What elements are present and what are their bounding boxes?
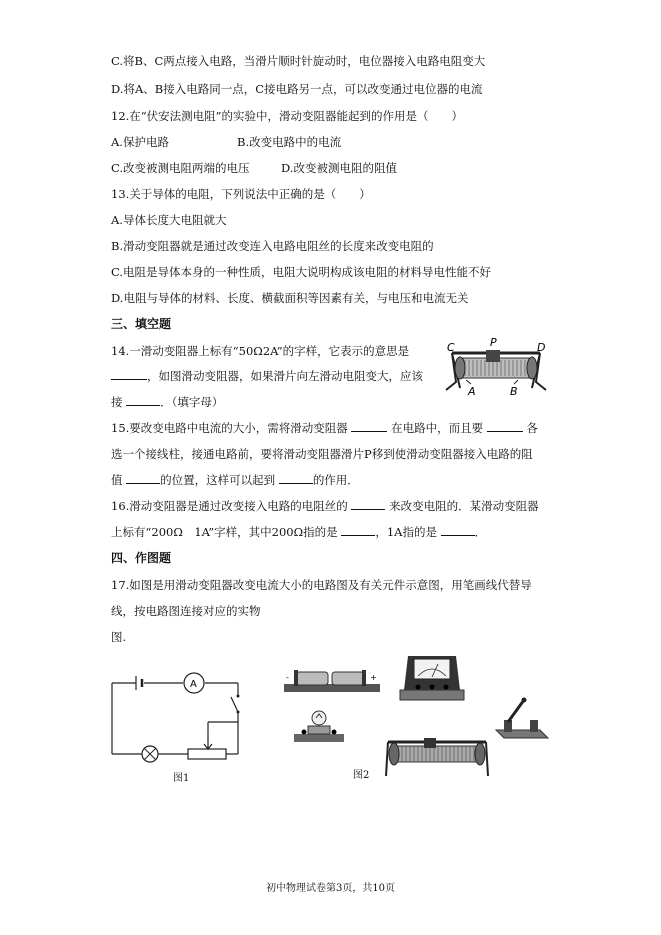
q16-line2-text-a: 上标有“200Ω 1A”字样，其中200Ω指的是 [111,525,338,539]
q14-line3 [111,394,223,410]
figure-2-caption: 图2 [353,770,370,781]
q16-line2-text-c: ． [474,525,487,539]
q12-option-a: A.保护电路 [111,135,169,149]
figure-1-caption: 图1 [173,773,190,784]
terminal-label-d: D [537,341,546,354]
q17-line3: 图. [111,630,127,644]
answer-blank[interactable] [441,524,475,536]
rheostat-body [446,350,546,390]
knife-switch-image [496,698,548,739]
q15-line1-text-c: 各 [526,421,538,435]
q16-line1-text-b: 来改变电阻的．某滑动变阻器 [389,499,539,513]
circuit-diagram [108,668,248,783]
ammeter-symbol [184,673,204,693]
q17-line2: 线，按电路图连接对应的实物 [111,604,261,618]
q16-line2 [111,524,486,540]
rheostat-symbol [188,740,226,759]
answer-blank[interactable] [341,524,375,536]
answer-blank[interactable] [351,498,385,510]
q15-line1 [111,420,538,436]
section-4-heading: 四、作图题 [111,551,172,565]
q11-option-d: D.将A、B接入电路同一点，C接电路另一点，可以改变通过电位器的电流 [111,82,483,96]
q15-line3-text-c: 的作用． [312,473,359,487]
q11-option-c: C.将B、C两点接入电路，当滑片顺时针旋动时，电位器接入电路电阻变大 [111,54,486,68]
q13-option-c: C.电阻是导体本身的一种性质，电阻大说明构成该电阻的材料导电性能不好 [111,265,492,279]
q16-line1 [111,498,539,514]
lamp-symbol [142,746,158,762]
q13-option-a: A.导体长度大电阻就大 [111,213,227,227]
q14-line2-text: ，如图滑动变阻器，如果滑片向左滑动电阻变大，应该 [147,369,423,383]
terminal-label-a: A [468,385,476,396]
answer-blank[interactable] [126,472,160,484]
q13-stem: 13.关于导体的电阻，下列说法中正确的是（ ） [111,187,371,201]
terminal-label-b: B [510,385,518,396]
switch-symbol [231,695,240,714]
q15-line3-text-a: 值 [111,473,123,487]
q16-line1-text-a: 16.滑动变阻器是通过改变接入电路的电阻丝的 [111,499,348,513]
components-figure [278,650,558,790]
q15-line1-text-b: 在电路中，而且要 [391,421,484,435]
q14-line2 [111,368,423,384]
answer-blank[interactable] [126,394,160,406]
q16-line2-text-b: ，1A指的是 [375,525,437,539]
q13-option-d: D.电阻与导体的材料、长度、横截面积等因素有关，与电压和电流无关 [111,291,469,305]
q13-option-b: B.滑动变阻器就是通过改变连入电路电阻丝的长度来改变电阻的 [111,239,434,253]
answer-blank[interactable] [279,472,313,484]
svg-text:-: - [286,673,289,682]
section-3-heading: 三、填空题 [111,317,172,331]
q15-line2: 选一个接线柱，接通电路前，要将滑动变阻器滑片P移到使滑动变阻器接入电路的阻 [111,447,533,461]
q15-line1-text-a: 15.要改变电路中电流的大小，需将滑动变阻器 [111,421,348,435]
rheostat-image [386,738,488,776]
q12-option-c: C.改变被测电阻两端的电压 [111,161,250,175]
svg-text:+: + [370,673,377,682]
answer-blank[interactable] [111,368,147,380]
lamp-image [294,711,344,742]
q12-option-d: D.改变被测电阻的阻值 [281,161,397,175]
q14-line1: 14.一滑动变阻器上标有“50Ω2A”的字样，它表示的意思是 [111,344,410,358]
q17-line1: 17.如图是用滑动变阻器改变电流大小的电路图及有关元件示意图，用笔画线代替导 [111,578,532,592]
battery-symbol [136,676,142,690]
q14-line3-text-a: 接 [111,395,123,409]
circuit-wires [112,683,238,754]
q15-line3 [111,472,359,488]
q14-line3-text-b: ．（填字母） [160,395,224,409]
q15-line3-text-b: 的位置，这样可以起到 [160,473,276,487]
ammeter-symbol-label: A [190,679,197,690]
rheostat-figure [438,336,556,396]
page-footer: 初中物理试卷第3页，共10页 [265,883,396,894]
q12-option-b: B.改变电路中的电流 [237,135,342,149]
q12-stem: 12.在“伏安法测电阻”的实验中，滑动变阻器能起到的作用是（ ） [111,109,464,123]
answer-blank[interactable] [351,420,387,432]
answer-blank[interactable] [487,420,523,432]
terminal-label-p: P [490,336,497,349]
terminal-label-c: C [447,341,455,354]
battery-pack-image [284,670,380,692]
ammeter-image [400,656,464,700]
